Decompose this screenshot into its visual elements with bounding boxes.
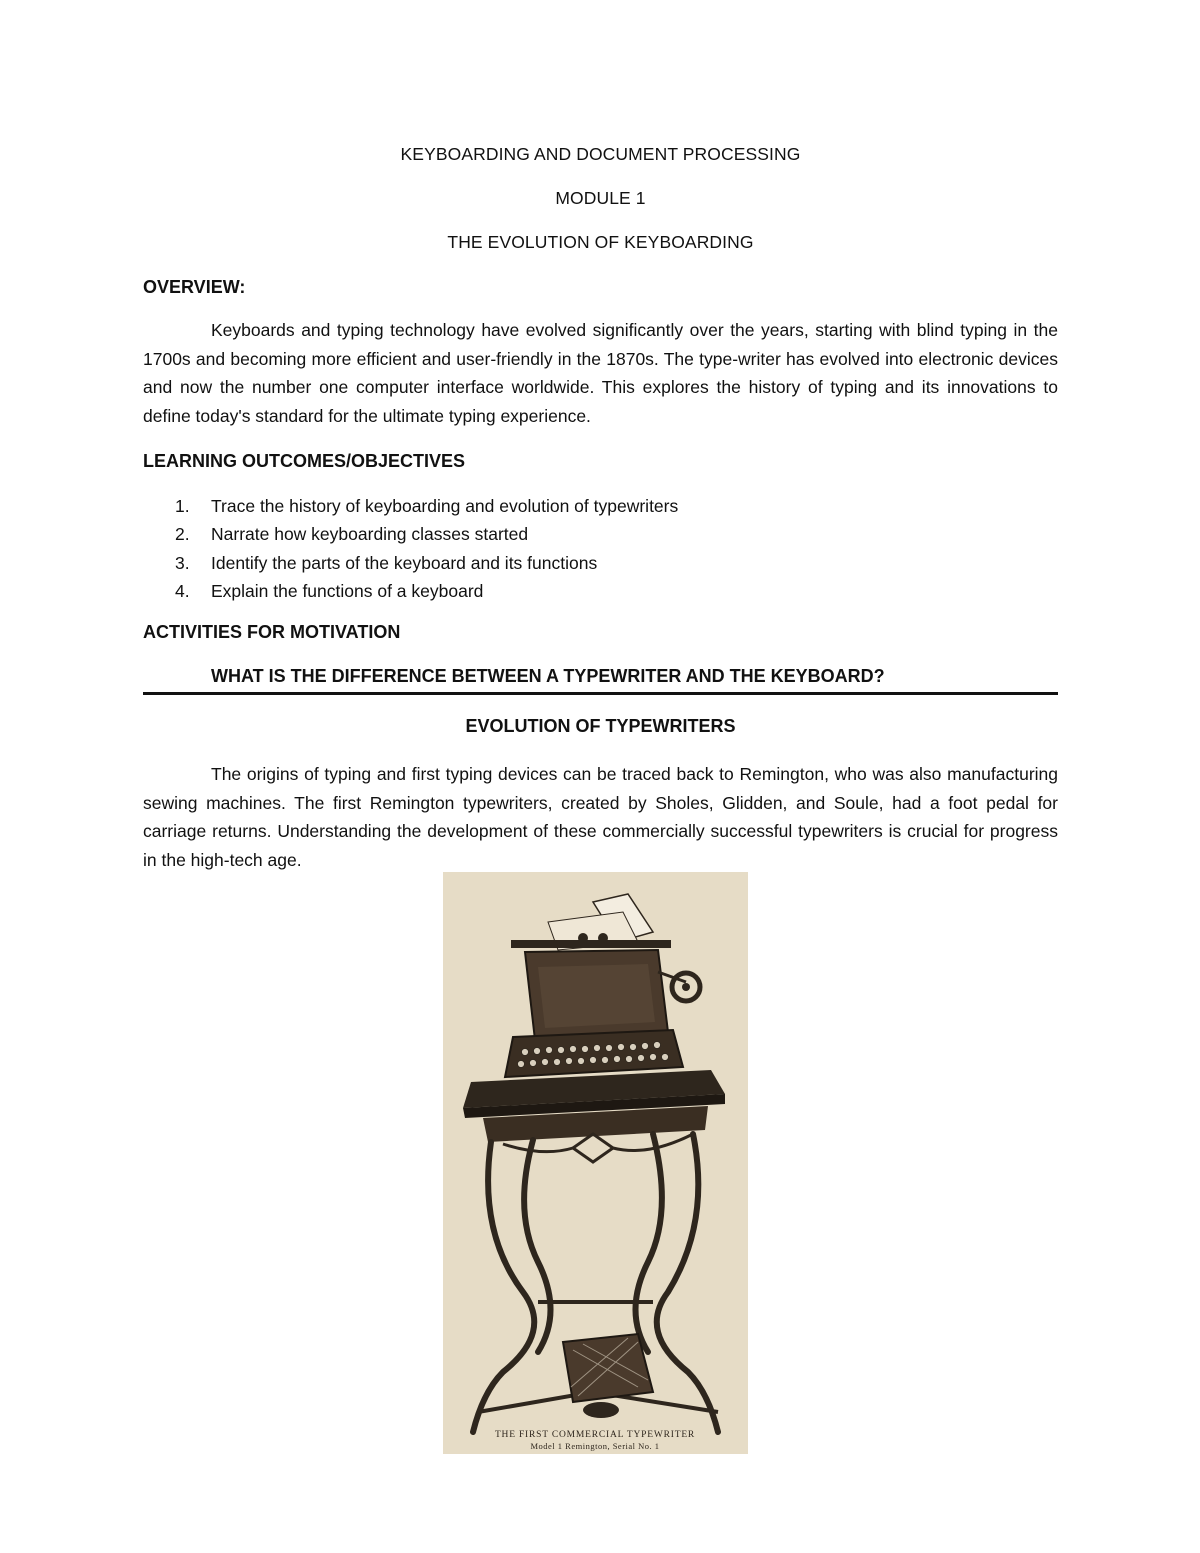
list-item-text: Trace the history of keyboarding and evolution of typewriters <box>211 496 679 516</box>
list-item-number: 3. <box>175 552 190 573</box>
objectives-list <box>175 492 678 605</box>
objectives-heading: LEARNING OUTCOMES/OBJECTIVES <box>143 451 466 471</box>
list-item <box>175 549 678 577</box>
typewriter-illustration <box>443 872 748 1454</box>
overview-text: Keyboards and typing technology have evolved significantly over the years, starting with blind typing in the 1700s and becoming more efficient and user-friendly in the 1870s. The type-writer has evolved into electronic devices and now the number one computer interface worldwide. This explores the history of typing and its innovations to define today's standard for the ultimate typing experience. <box>143 320 1058 426</box>
list-item-number: 4. <box>175 580 190 601</box>
motivation-question: WHAT IS THE DIFFERENCE BETWEEN A TYPEWRITER AND THE KEYBOARD? <box>211 666 885 686</box>
list-item <box>175 520 678 548</box>
list-item-text: Narrate how keyboarding classes started <box>211 524 529 545</box>
course-title: KEYBOARDING AND DOCUMENT PROCESSING <box>400 144 801 164</box>
horizontal-rule <box>143 692 1058 695</box>
module-title: THE EVOLUTION OF KEYBOARDING <box>447 232 754 252</box>
list-item-text: Identify the parts of the keyboard and its functions <box>211 552 598 573</box>
evolution-heading: EVOLUTION OF TYPEWRITERS <box>465 716 736 736</box>
evolution-paragraph <box>143 760 1058 874</box>
list-item-number: 1. <box>175 496 190 516</box>
list-item <box>175 577 678 605</box>
list-item-text: Explain the functions of a keyboard <box>211 580 484 601</box>
list-item <box>175 492 678 520</box>
evolution-text: The origins of typing and first typing devices can be traced back to Remington, who was also manufacturing sewing machines. The first Remington typewriters, created by Sholes, Glidden, and Soule, had a foot pedal for carriage returns. Understanding the development of these commercially successful typewriters is crucial for progress in the high-tech age. <box>143 764 1058 870</box>
motivation-heading: ACTIVITIES FOR MOTIVATION <box>143 622 401 642</box>
photo-caption-line2: Model 1 Remington, Serial No. 1 <box>530 1441 660 1451</box>
list-item-number: 2. <box>175 524 190 545</box>
overview-heading: OVERVIEW: <box>143 277 246 297</box>
photo-caption-line1: THE FIRST COMMERCIAL TYPEWRITER <box>494 1430 696 1440</box>
overview-paragraph <box>143 316 1058 430</box>
typewriter-photo <box>443 872 748 1454</box>
module-number: MODULE 1 <box>555 188 646 208</box>
